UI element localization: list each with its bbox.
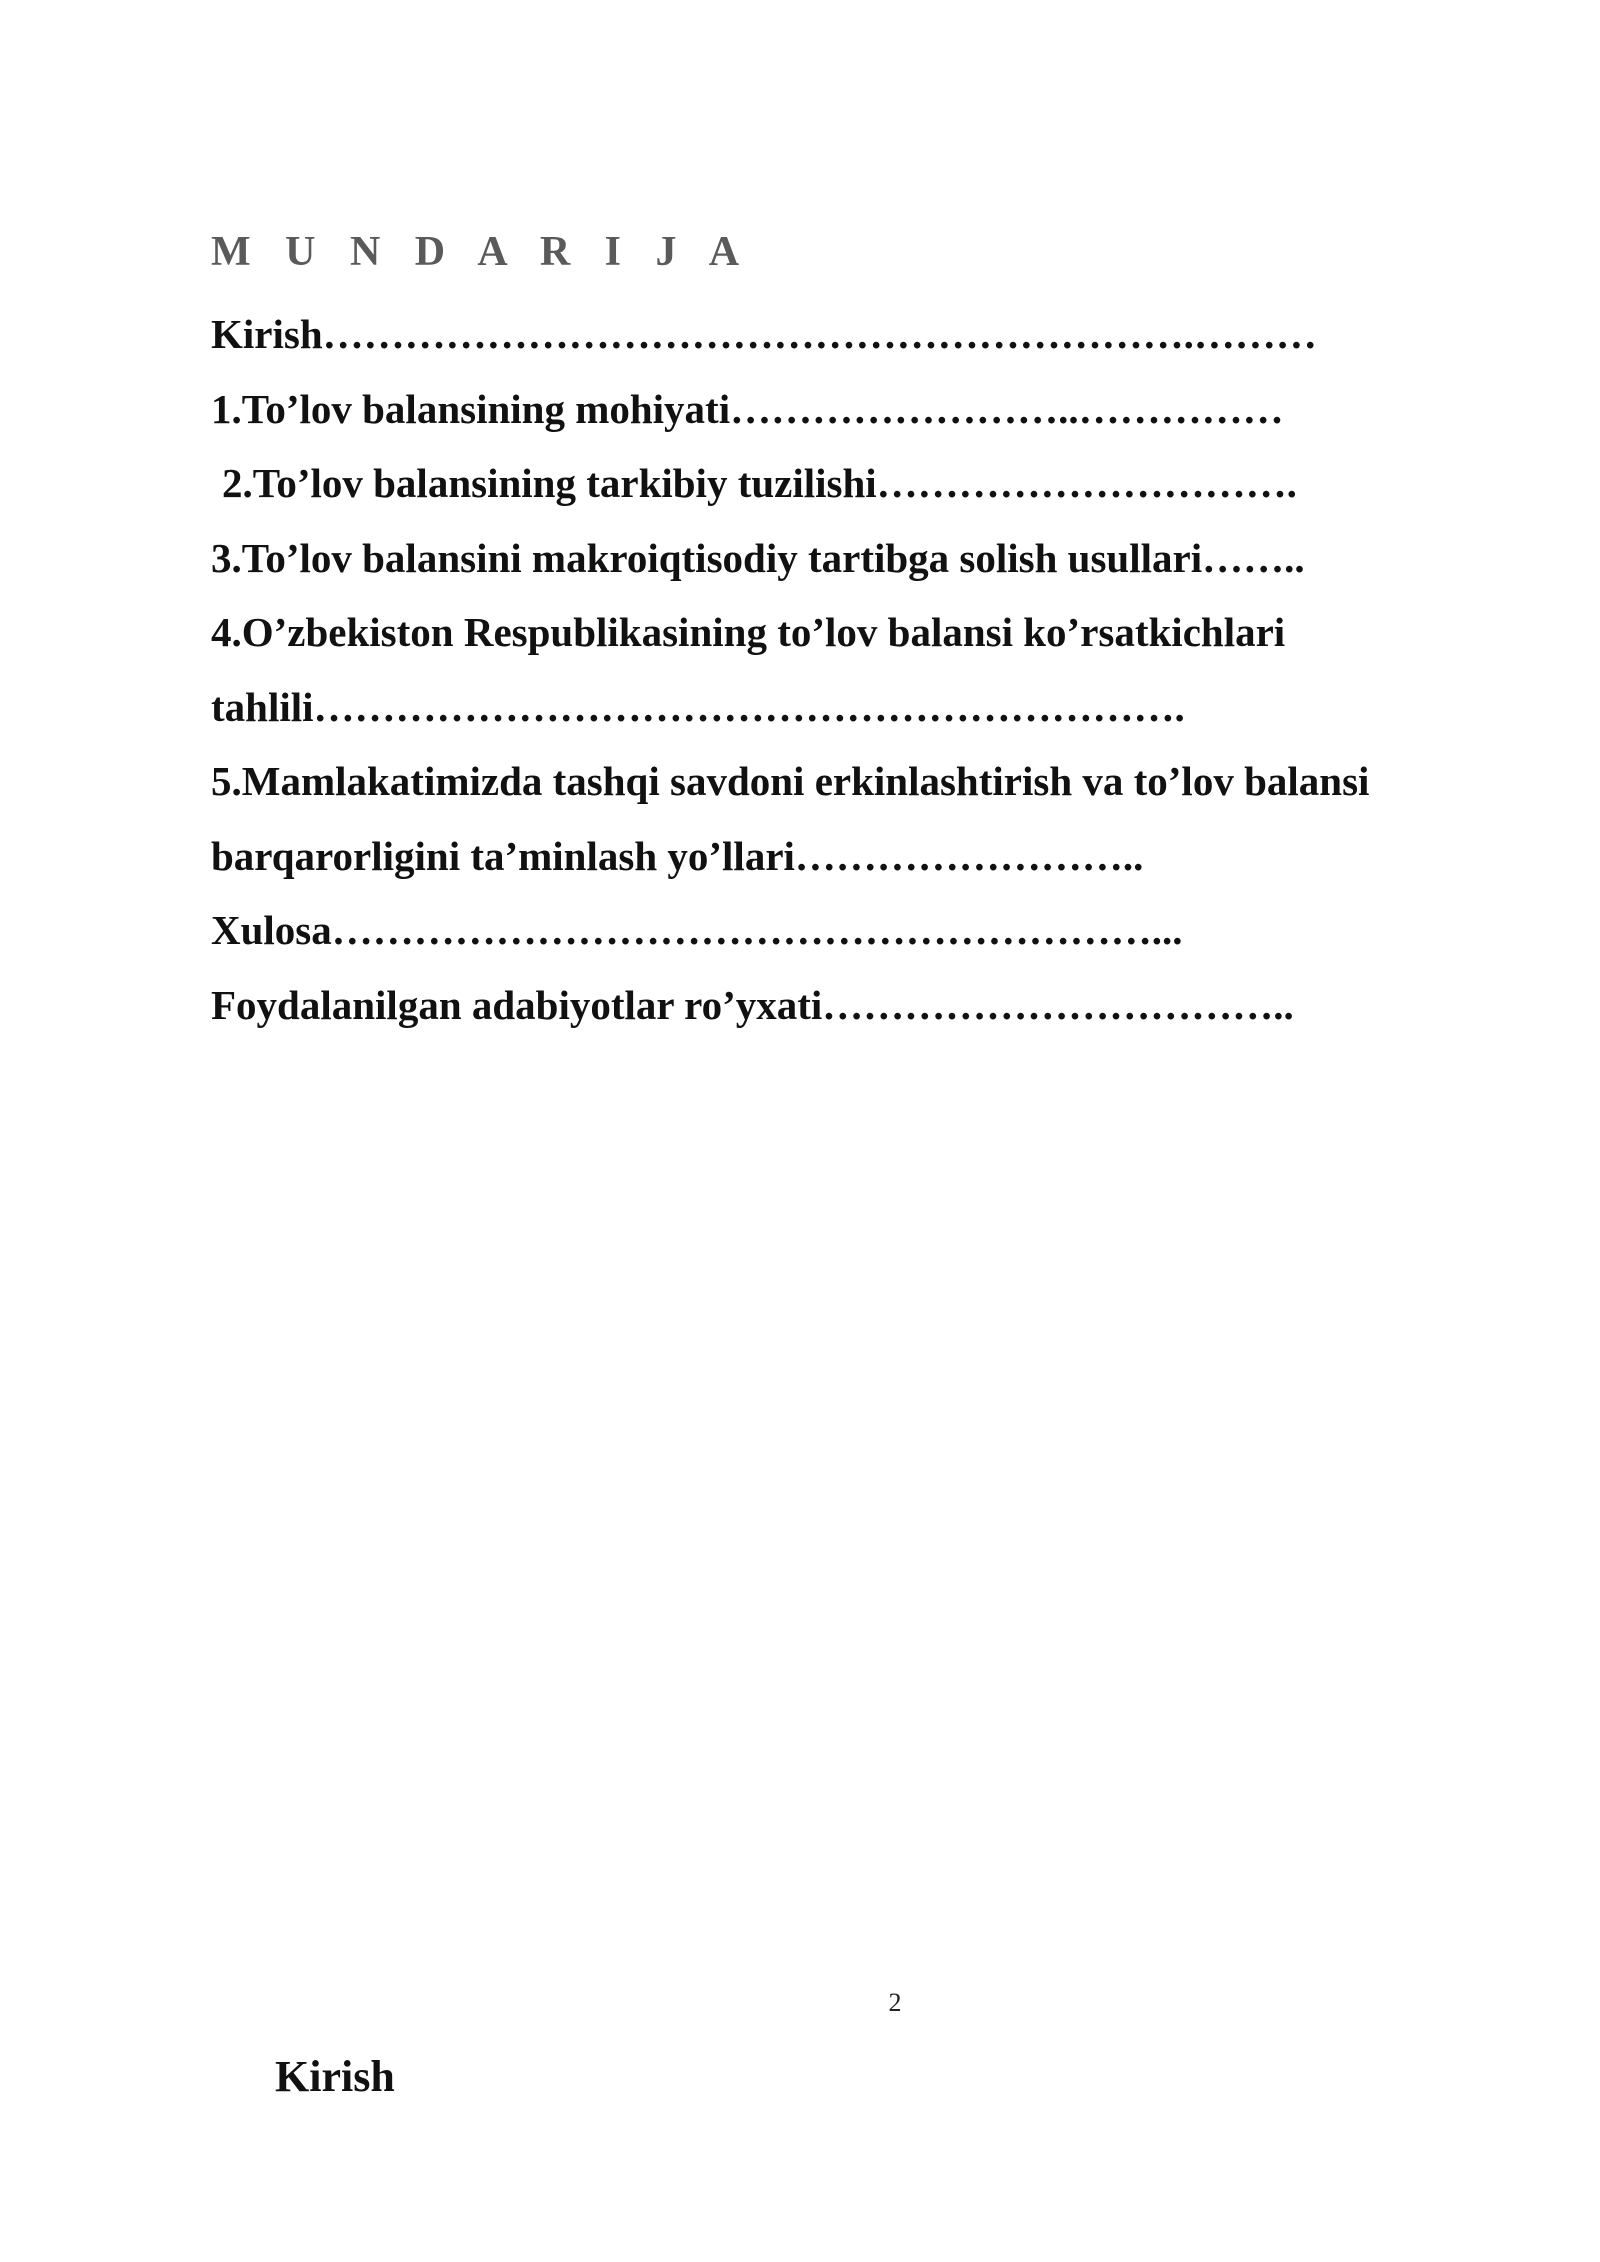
toc-entry-chapter-2: 2.To’lov balansining tarkibiy tuzilishi…………………………. xyxy=(222,460,1297,506)
toc-entry-conclusion: Xulosa……………………………………………………... xyxy=(211,907,1183,953)
toc-title: M U N D A R I J A xyxy=(211,229,752,275)
toc-entry-introduction: Kirish……………………………………………………….……… xyxy=(211,311,1317,357)
section-heading-introduction: Kirish xyxy=(275,2052,395,2101)
toc-entry-references: Foydalanilgan adabiyotlar ro’yxati…………………………….. xyxy=(211,981,1294,1028)
table-of-contents xyxy=(211,297,1471,1042)
toc-entry-chapter-1: 1.To’lov balansining mohiyati……………………..…………… xyxy=(211,385,1284,432)
toc-entry-chapter-4: 4.O’zbekiston Respublikasining to’lov balansi ko’rsatkichlari xyxy=(211,609,1286,655)
page-number: 2 xyxy=(888,1988,902,2017)
toc-entry-chapter-4-continued: tahlili………………………………………………………. xyxy=(211,683,1185,730)
toc-entry-chapter-3: 3.To’lov balansini makroiqtisodiy tartibga solish usullari…….. xyxy=(211,534,1305,581)
toc-entry-chapter-5-continued: barqarorligini ta’minlash yo’llari…………………….. xyxy=(211,832,1144,879)
toc-entry-chapter-5: 5.Mamlakatimizda tashqi savdoni erkinlashtirish va to’lov balansi xyxy=(211,758,1370,804)
